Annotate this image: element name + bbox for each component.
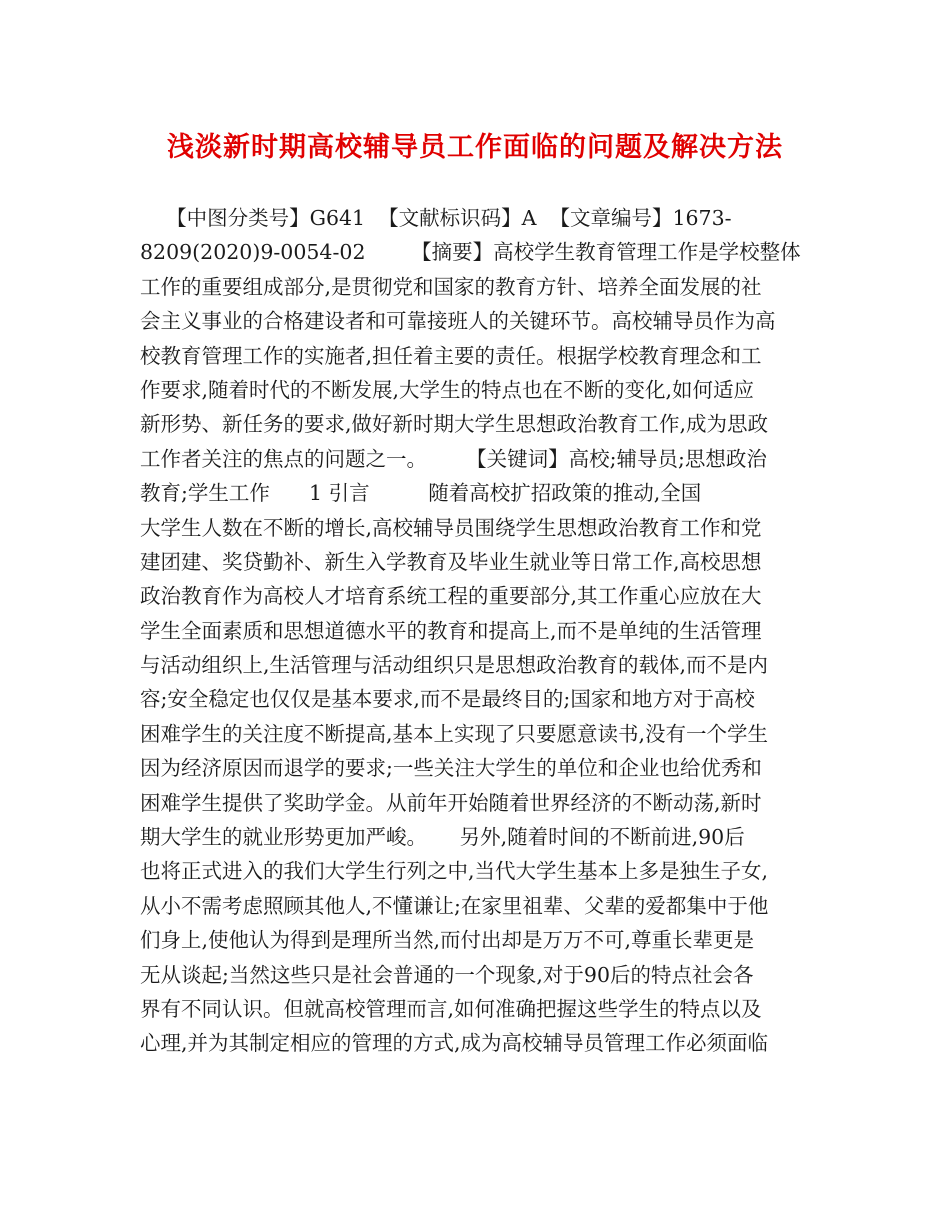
body-text-line: 无从谈起;当然这些只是社会普通的一个现象,对于90后的特点社会各 [140, 962, 754, 987]
body-text-line: 建团建、奖贷勤补、新生入学教育及毕业生就业等日常工作,高校思想 [140, 549, 762, 574]
body-text-line: 因为经济原因而退学的要求;一些关注大学生的单位和企业也给优秀和 [140, 756, 762, 781]
body-text-line: 与活动组织上,生活管理与活动组织只是思想政治教育的载体,而不是内 [140, 653, 769, 678]
body-text-line: 【中图分类号】G641 【文献标识码】A 【文章编号】1673- [140, 206, 732, 230]
body-text-line: 困难学生的关注度不断提高,基本上实现了只要愿意读书,没有一个学生 [140, 721, 769, 746]
body-text-line: 容;安全稳定也仅仅是基本要求,而不是最终目的;国家和地方对于高校 [140, 687, 755, 712]
body-text-line: 困难学生提供了奖助学金。从前年开始随着世界经济的不断动荡,新时 [140, 790, 762, 815]
document-title: 浅淡新时期高校辅导员工作面临的问题及解决方法 [167, 132, 783, 163]
body-text-line: 会主义事业的合格建设者和可靠接班人的关键环节。高校辅导员作为高 [140, 309, 776, 334]
body-text-line: 新形势、新任务的要求,做好新时期大学生思想政治教育工作,成为思政 [140, 412, 769, 437]
document-body [140, 201, 830, 1061]
body-text-line: 政治教育作为高校人才培育系统工程的重要部分,其工作重心应放在大 [140, 584, 762, 609]
body-text-line: 学生全面素质和思想道德水平的教育和提高上,而不是单纯的生活管理 [140, 618, 762, 643]
body-text-line: 界有不同认识。但就高校管理而言,如何准确把握这些学生的特点以及 [140, 996, 762, 1021]
body-text-line: 期大学生的就业形势更加严峻。 另外,随着时间的不断前进,90后 [140, 825, 745, 850]
body-text-line: 校教育管理工作的实施者,担任着主要的责任。根据学校教育理念和工 [140, 343, 762, 368]
body-text-line: 作要求,随着时代的不断发展,大学生的特点也在不断的变化,如何适应 [140, 377, 755, 402]
body-text-line: 大学生人数在不断的增长,高校辅导员围绕学生思想政治教育工作和党 [140, 515, 762, 540]
body-text-line: 教育;学生工作 1 引言 随着高校扩招政策的推动,全国 [140, 481, 702, 506]
body-text-line: 8209(2020)9-0054-02 【摘要】高校学生教育管理工作是学校整体 [140, 240, 801, 265]
body-text-line: 们身上,使他认为得到是理所当然,而付出却是万万不可,尊重长辈更是 [140, 928, 755, 953]
body-text-line: 工作的重要组成部分,是贯彻党和国家的教育方针、培养全面发展的社 [140, 274, 762, 299]
body-text-line: 工作者关注的焦点的问题之一。 【关键词】高校;辅导员;思想政治 [140, 446, 767, 471]
body-text-line: 也将正式进入的我们大学生行列之中,当代大学生基本上多是独生子女, [140, 859, 769, 884]
body-text-line: 从小不需考虑照顾其他人,不懂谦让;在家里祖辈、父辈的爱都集中于他 [140, 893, 769, 918]
body-text-line: 心理,并为其制定相应的管理的方式,成为高校辅导员管理工作必须面临 [140, 1031, 769, 1056]
